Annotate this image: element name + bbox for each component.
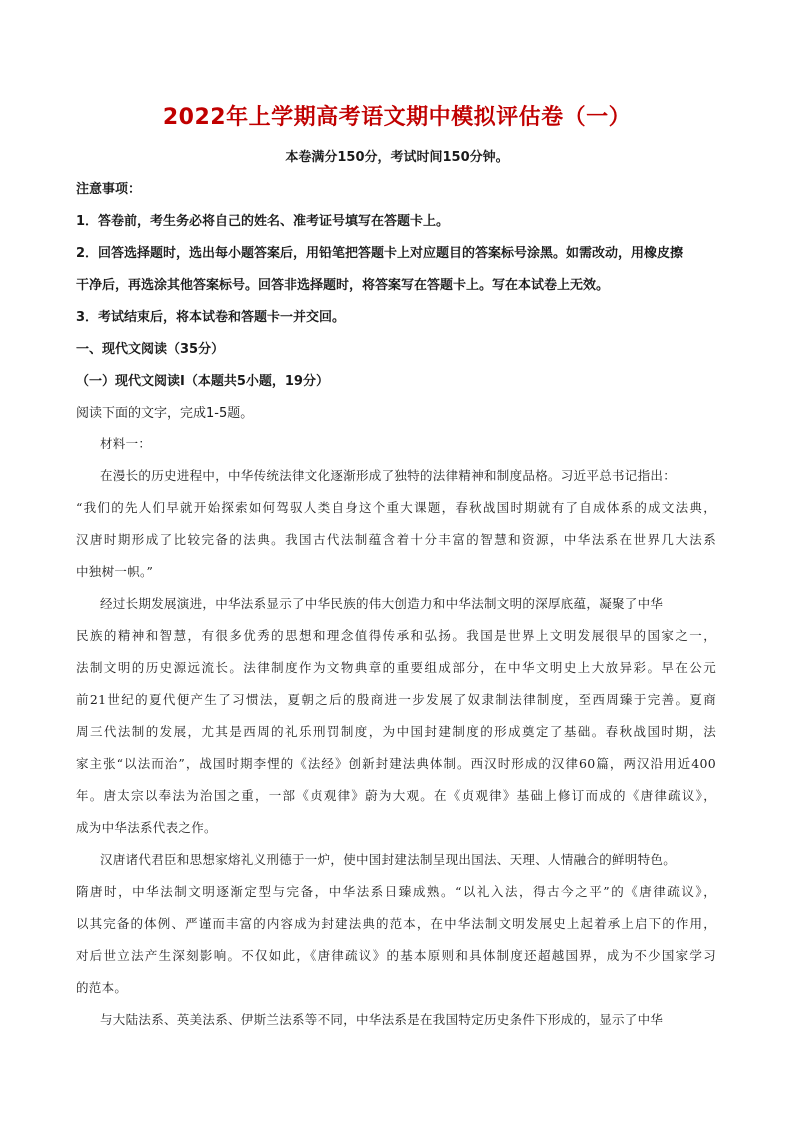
passage-line: 以其完备的体例、严谨而丰富的内容成为封建法典的范本，在中华法制文明发展史上起着承上启下的作用， (76, 916, 716, 931)
material-label: 材料一： (100, 436, 152, 451)
passage-line: 在漫长的历史进程中，中华传统法律文化逐渐形成了独特的法律精神和制度品格。习近平总书记指出： (100, 468, 677, 483)
passage-line: 经过长期发展演进，中华法系显示了中华民族的伟大创造力和中华法制文明的深厚底蕴，凝聚了中华 (100, 596, 664, 611)
notice-item-2a: 2．回答选择题时，选出每小题答案后，用铅笔把答题卡上对应题目的答案标号涂黑。如需改动，用橡皮擦 (76, 246, 684, 261)
passage-line: 法制文明的历史源远流长。法律制度作为文物典章的重要组成部分，在中华文明史上大放异彩。早在公元 (76, 660, 716, 675)
passage-line: 周三代法制的发展，尤其是西周的礼乐刑罚制度，为中国封建制度的形成奠定了基础。春秋战国时期，法 (76, 724, 716, 739)
passage-line: 汉唐时期形成了比较完备的法典。我国古代法制蕴含着十分丰富的智慧和资源，中华法系在世界几大法系 (76, 532, 716, 547)
passage-line: 中独树一帜。” (76, 564, 154, 579)
passage-line: 年。唐太宗以奉法为治国之重，一部《贞观律》蔚为大观。在《贞观律》基础上修订而成的《唐律疏议》， (76, 788, 716, 803)
passage-line: 的范本。 (76, 980, 128, 995)
section-sub-heading: （一）现代文阅读Ⅰ（本题共5小题，19分） (76, 374, 329, 389)
passage-line: 前21世纪的夏代便产生了习惯法，夏朝之后的殷商进一步发展了奴隶制法律制度，至西周臻于完善。夏商 (76, 692, 716, 707)
notice-heading: 注意事项： (76, 182, 142, 197)
passage-line: “我们的先人们早就开始探索如何驾驭人类自身这个重大课题，春秋战国时期就有了自成体系的成文法典， (76, 500, 716, 515)
reading-instruction: 阅读下面的文字，完成1-5题。 (76, 406, 254, 421)
passage-line: 汉唐诸代君臣和思想家熔礼义刑德于一炉，使中国封建法制呈现出国法、天理、人情融合的鲜明特色。 (100, 852, 677, 867)
passage-line: 成为中华法系代表之作。 (76, 820, 217, 835)
passage-line: 家主张“以法而治”，战国时期李悝的《法经》创新封建法典体制。西汉时形成的汉律60篇，两汉沿用近400 (76, 756, 716, 771)
passage-line: 隋唐时，中华法制文明逐渐定型与完备，中华法系日臻成熟。“以礼入法，得古今之平”的《唐律疏议》， (76, 884, 716, 899)
exam-title: 2022年上学期高考语文期中模拟评估卷（一） (162, 105, 632, 130)
notice-item-3: 3．考试结束后，将本试卷和答题卡一并交回。 (76, 310, 346, 325)
passage-line: 对后世立法产生深刻影响。不仅如此，《唐律疏议》的基本原则和具体制度还超越国界，成为不少国家学习 (76, 948, 716, 963)
passage-line: 与大陆法系、英美法系、伊斯兰法系等不同，中华法系是在我国特定历史条件下形成的，显示了中华 (100, 1012, 664, 1027)
exam-subtitle: 本卷满分150分，考试时间150分钟。 (285, 150, 509, 165)
section-heading: 一、现代文阅读（35分） (76, 342, 225, 357)
passage-line: 民族的精神和智慧，有很多优秀的思想和理念值得传承和弘扬。我国是世界上文明发展很早的国家之一， (76, 628, 716, 643)
notice-item-1: 1．答卷前，考生务必将自己的姓名、准考证号填写在答题卡上。 (76, 214, 450, 229)
notice-item-2b: 干净后，再选涂其他答案标号。回答非选择题时，将答案写在答题卡上。写在本试卷上无效。 (76, 278, 610, 293)
